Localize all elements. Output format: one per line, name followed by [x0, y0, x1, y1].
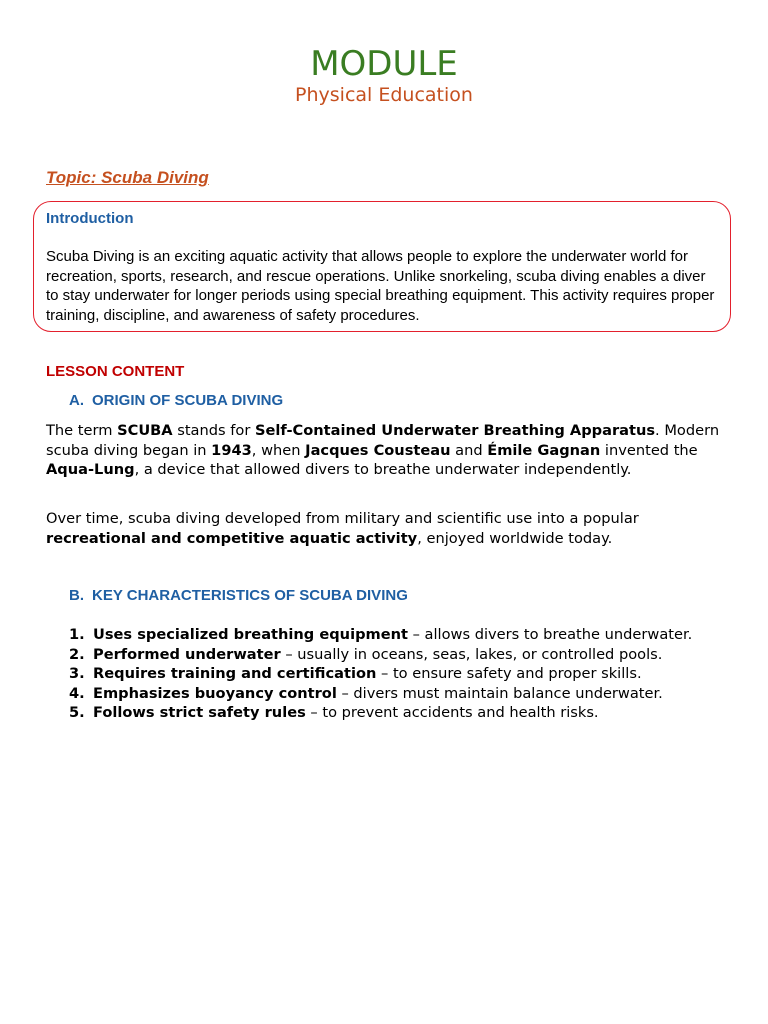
list-item-text: – allows divers to breathe underwater.: [407, 626, 693, 643]
text-run: invented the: [600, 441, 698, 459]
bold-run: Self-Contained Underwater Breathing Apparatus: [254, 422, 656, 439]
list-number: 4.: [69, 684, 85, 702]
list-item: [46, 664, 736, 684]
list-item: [46, 684, 736, 704]
module-subtitle: Physical Education: [295, 84, 473, 106]
introduction-text: Scuba Diving is an exciting aquatic activity that allows people to explore the underwater world for recreation, sports, research, and rescue operations. Unlike snorkeling, scuba diving enables a diver to stay underwater for longer periods using special breathing equipment. This activity requires proper training, discipline, and awareness of safety procedures.: [46, 248, 715, 324]
list-number: 1.: [69, 626, 85, 643]
bold-run: recreational and competitive aquatic activity: [46, 529, 418, 547]
list-item-bold: Performed underwater: [93, 645, 281, 663]
origin-paragraph-2: [46, 509, 726, 548]
list-number: 3.: [69, 665, 85, 683]
list-item-text: – to prevent accidents and health risks.: [305, 704, 599, 722]
list-item-bold: Follows strict safety rules: [93, 704, 306, 722]
text-run: , enjoyed worldwide today.: [417, 529, 613, 547]
list-item: [46, 645, 736, 665]
list-item: [46, 625, 736, 645]
list-item-text: – to ensure safety and proper skills.: [376, 665, 642, 683]
lesson-content-heading: LESSON CONTENT: [46, 363, 185, 380]
text-run: , when: [251, 441, 306, 459]
list-item: [46, 703, 736, 723]
list-item-text: – usually in oceans, seas, lakes, or controlled pools.: [280, 645, 663, 663]
text-run: . Modern scuba diving began in: [46, 422, 720, 459]
bold-run: SCUBA: [117, 422, 173, 439]
section-b-letter: B.: [69, 587, 84, 604]
text-run: stands for: [172, 422, 255, 439]
text-run: The term: [46, 422, 118, 439]
origin-paragraph-1: [46, 421, 726, 480]
text-run: and: [450, 441, 488, 459]
topic-heading: Topic: Scuba Diving: [46, 168, 209, 187]
bold-run: Émile Gagnan: [487, 441, 601, 459]
list-item-bold: Emphasizes buoyancy control: [93, 684, 337, 702]
text-run: Over time, scuba diving developed from military and scientific use into a popular: [46, 510, 639, 527]
list-item-text: – divers must maintain balance underwater.: [336, 684, 663, 702]
section-b-title: KEY CHARACTERISTICS OF SCUBA DIVING: [92, 587, 408, 604]
text-run: , a device that allowed divers to breathe underwater independently.: [134, 461, 632, 479]
list-item-bold: Requires training and certification: [93, 665, 377, 683]
section-a-letter: A.: [69, 392, 84, 409]
module-title: MODULE: [310, 44, 458, 84]
list-number: 5.: [69, 704, 85, 722]
list-item-bold: Uses specialized breathing equipment: [93, 626, 408, 643]
section-a-heading: [69, 392, 283, 410]
characteristics-list: [46, 625, 736, 723]
bold-run: Jacques Cousteau: [305, 441, 451, 459]
bold-run: Aqua-Lung: [46, 461, 135, 479]
list-number: 2.: [69, 645, 85, 663]
section-a-title: ORIGIN OF SCUBA DIVING: [92, 392, 284, 409]
bold-run: 1943: [211, 441, 252, 459]
section-b-heading: [69, 587, 408, 605]
introduction-heading: Introduction: [46, 210, 134, 227]
